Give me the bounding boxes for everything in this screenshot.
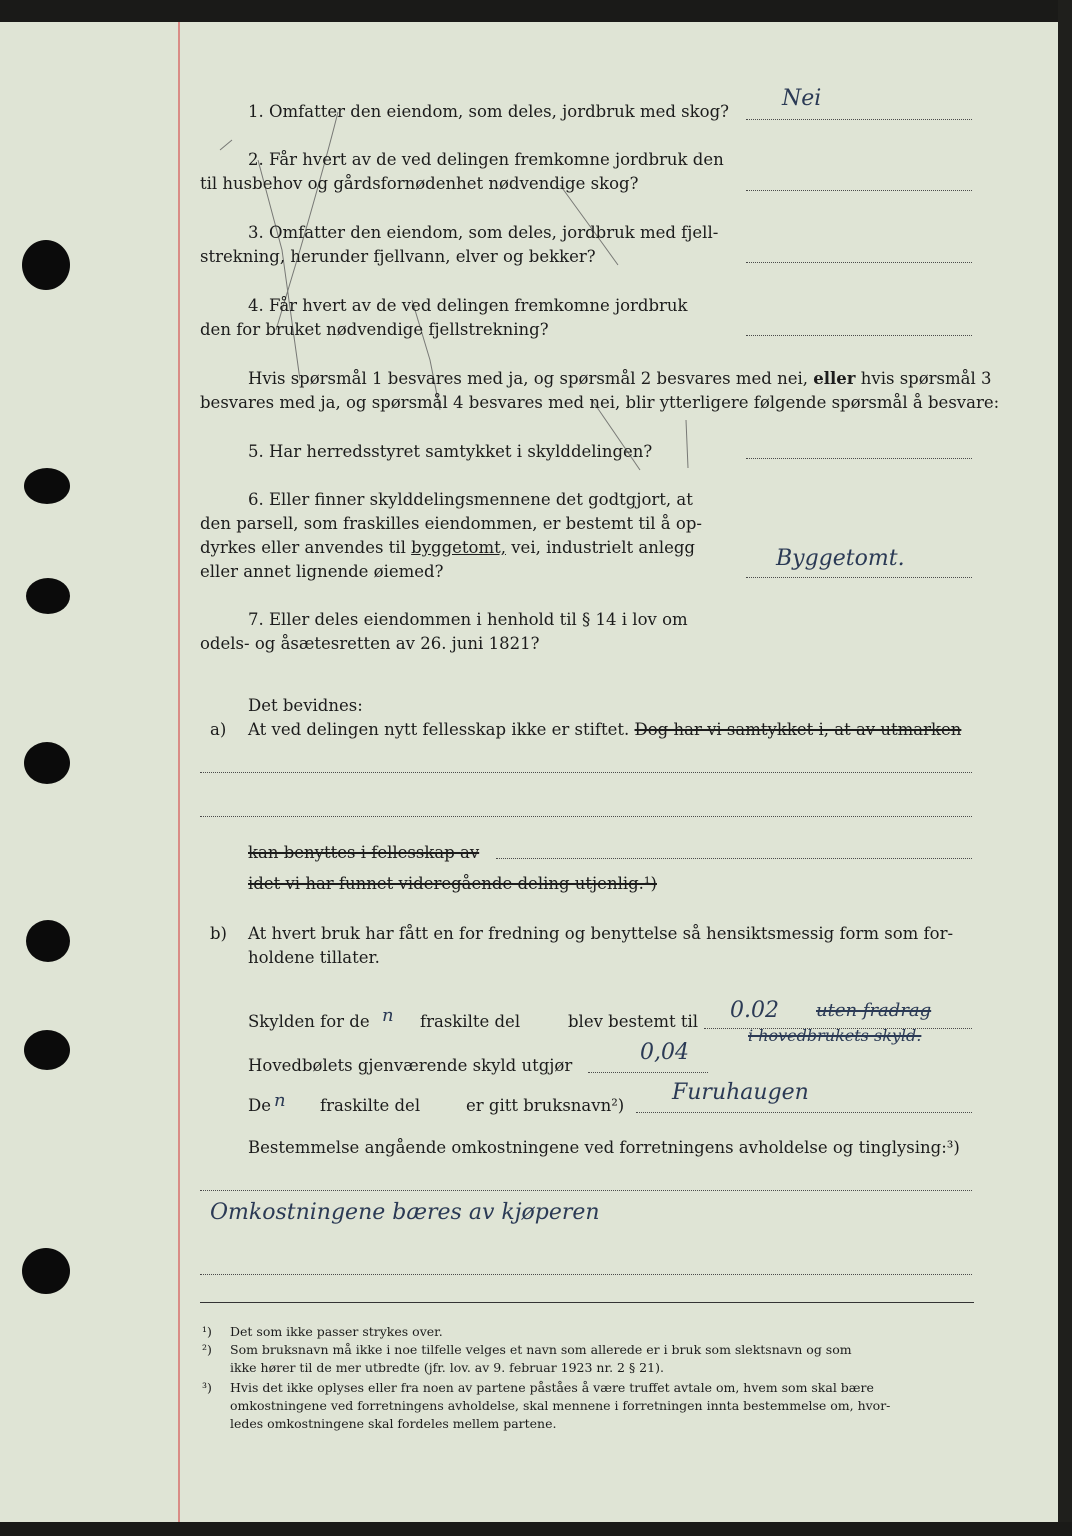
answer-line-1 (746, 119, 972, 120)
footnote-2-line-2: ikke hører til de mer utbredte (jfr. lov. av 9. februar 1923 nr. 2 § 21). (230, 1360, 664, 1375)
certify-b-line-1: At hvert bruk har fått en for fredning og benyttelse så hensiktsmessig form som for- (248, 924, 954, 943)
footnote-rule (200, 1302, 974, 1303)
struck-line-1: kan benyttes i fellesskap av (248, 843, 480, 862)
question-6-underlined: byggetomt, (411, 538, 506, 557)
costs-line-1 (200, 1190, 972, 1191)
certify-a-text: At ved delingen nytt fellesskap ikke er stiftet. (248, 720, 630, 739)
bruksnavn-line (636, 1112, 972, 1113)
question-6-line-2: den parsell, som fraskilles eiendommen, er bestemt til å op- (200, 514, 702, 533)
answer-6: Byggetomt. (776, 546, 905, 571)
answer-line-3 (746, 262, 972, 263)
question-6-text-c: vei, industrielt anlegg (511, 538, 695, 557)
costs-line-2 (200, 1274, 972, 1275)
bruksnavn-value: Furuhaugen (672, 1080, 809, 1105)
question-2-line-1: 2. Får hvert av de ved delingen fremkomne jordbruk den (248, 150, 724, 169)
costs-label: Bestemmelse angående omkostningene ved forretningens avholdelse og tinglysing:³) (248, 1138, 960, 1157)
condition-text-a: Hvis spørsmål 1 besvares med ja, og spørsmål 2 besvares med nei, (248, 369, 809, 388)
question-1: 1. Omfatter den eiendom, som deles, jordbruk med skog? (248, 102, 729, 121)
condition-text-c: hvis spørsmål 3 (860, 369, 992, 388)
hovedbol-line (588, 1072, 708, 1073)
answer-line-6 (746, 577, 972, 578)
blank-line (200, 816, 972, 817)
question-3-line-1: 3. Omfatter den eiendom, som deles, jordbruk med fjell- (248, 223, 719, 242)
skyld-struck-hw-2: i hovedbrukets skyld. (748, 1026, 922, 1045)
costs-value: Omkostningene bæres av kjøperen (210, 1200, 600, 1225)
question-4-line-1: 4. Får hvert av de ved delingen fremkomne jordbruk (248, 296, 688, 315)
footnote-3-mark: ³) (202, 1380, 212, 1395)
struck-line-2: idet vi har funnet videregående deling utjenlig.¹) (248, 874, 657, 893)
certify-a-line (248, 720, 961, 740)
footnote-3-line-3: ledes omkostningene skal fordeles mellem partene. (230, 1416, 557, 1431)
certify-b-label: b) (210, 924, 227, 943)
footnote-2-mark: ²) (202, 1342, 212, 1357)
condition-eller: eller (813, 369, 856, 388)
question-6-line-1: 6. Eller finner skylddelingsmennene det godtgjort, at (248, 490, 693, 509)
question-7-line-1: 7. Eller deles eiendommen i henhold til § 14 i lov om (248, 610, 688, 629)
certify-a-label: a) (210, 720, 227, 739)
skyld-value: 0.02 (730, 998, 779, 1023)
blank-line (496, 858, 972, 859)
hovedbol-label: Hovedbølets gjenværende skyld utgjør (248, 1056, 573, 1075)
skyld-label-a: Skylden for de (248, 1012, 370, 1031)
certify-heading: Det bevidnes: (248, 696, 363, 715)
skyld-fill-a: n (382, 1005, 394, 1026)
footnote-1: Det som ikke passer strykes over. (230, 1324, 443, 1339)
answer-line-2 (746, 190, 972, 191)
hovedbol-value: 0,04 (640, 1040, 689, 1065)
certify-b-line-2: holdene tillater. (248, 948, 380, 967)
question-7-line-2: odels- og åsætesretten av 26. juni 1821? (200, 634, 540, 653)
footnote-3-line-1: Hvis det ikke oplyses eller fra noen av partene påståes å være truffet avtale om, hvem som skal bære (230, 1380, 874, 1395)
question-6-line-3 (200, 538, 695, 558)
condition-line-2: besvares med ja, og spørsmål 4 besvares med nei, blir ytterligere følgende spørsmål å besvare: (200, 393, 1000, 412)
question-2-line-2: til husbehov og gårdsfornødenhet nødvendige skog? (200, 174, 639, 193)
skyld-struck-hw: uten fradrag (816, 1000, 932, 1021)
question-5: 5. Har herredsstyret samtykket i skylddelingen? (248, 442, 653, 461)
question-6-text-a: dyrkes eller anvendes til (200, 538, 406, 557)
bruksnavn-label-a: De (248, 1096, 271, 1115)
question-6-line-4: eller annet lignende øiemed? (200, 562, 444, 581)
footnote-3-line-2: omkostningene ved forretningens avholdelse, skal mennene i forretningen innta bestemmelse om, hvor- (230, 1398, 891, 1413)
footnote-1-mark: ¹) (202, 1324, 212, 1339)
bruksnavn-label-c: er gitt bruksnavn²) (466, 1096, 625, 1115)
blank-line (200, 772, 972, 773)
answer-1: Nei (782, 86, 822, 111)
answer-line-5 (746, 458, 972, 459)
skyld-label-b: fraskilte del (420, 1012, 521, 1031)
bruksnavn-fill-a: n (274, 1090, 286, 1111)
footnote-2-line-1: Som bruksnavn må ikke i noe tilfelle velges et navn som allerede er i bruk som slektsnavn og som (230, 1342, 852, 1357)
bruksnavn-label-b: fraskilte del (320, 1096, 421, 1115)
question-3-line-2: strekning, herunder fjellvann, elver og bekker? (200, 247, 596, 266)
condition-line-1 (248, 369, 992, 389)
question-4-line-2: den for bruket nødvendige fjellstrekning? (200, 320, 549, 339)
skyld-label-c: blev bestemt til (568, 1012, 699, 1031)
certify-a-struck: Dog har vi samtykket i, at av utmarken (634, 720, 962, 739)
answer-line-4 (746, 335, 972, 336)
